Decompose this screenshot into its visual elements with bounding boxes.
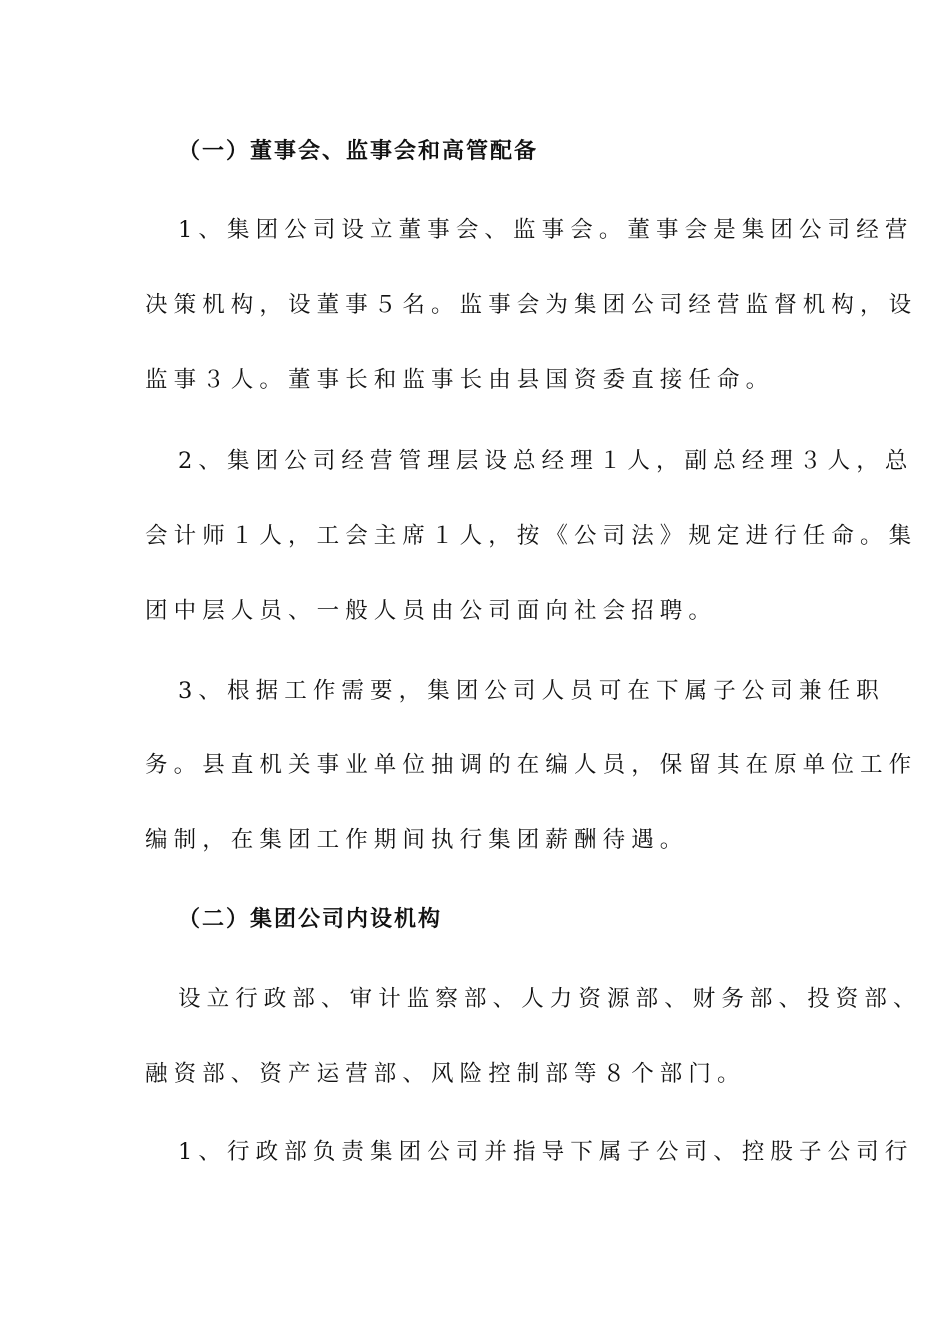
paragraph-line: 2、集团公司经营管理层设总经理１人，副总经理３人，总	[178, 448, 914, 474]
paragraph-line: 1、集团公司设立董事会、监事会。董事会是集团公司经营	[178, 217, 914, 243]
paragraph-line: 编制，在集团工作期间执行集团薪酬待遇。	[145, 827, 689, 853]
paragraph-line: 设立行政部、审计监察部、人力资源部、财务部、投资部、	[178, 986, 922, 1012]
paragraph-line: 会计师１人，工会主席１人，按《公司法》规定进行任命。集	[145, 523, 918, 549]
section-heading-internal-departments: （二）集团公司内设机构	[178, 907, 443, 932]
paragraph-line: 融资部、资产运营部、风险控制部等８个部门。	[145, 1061, 746, 1087]
paragraph-line: 决策机构，设董事５名。监事会为集团公司经营监督机构，设	[145, 292, 918, 318]
paragraph-line: 监事３人。董事长和监事长由县国资委直接任命。	[145, 367, 775, 393]
paragraph-line: 1、行政部负责集团公司并指导下属子公司、控股子公司行	[178, 1139, 914, 1165]
paragraph-line: 务。县直机关事业单位抽调的在编人员，保留其在原单位工作	[145, 752, 918, 778]
paragraph-line: 3、根据工作需要，集团公司人员可在下属子公司兼任职	[178, 678, 885, 704]
section-heading-board-and-management: （一）董事会、监事会和高管配备	[178, 139, 539, 164]
paragraph-line: 团中层人员、一般人员由公司面向社会招聘。	[145, 598, 718, 624]
